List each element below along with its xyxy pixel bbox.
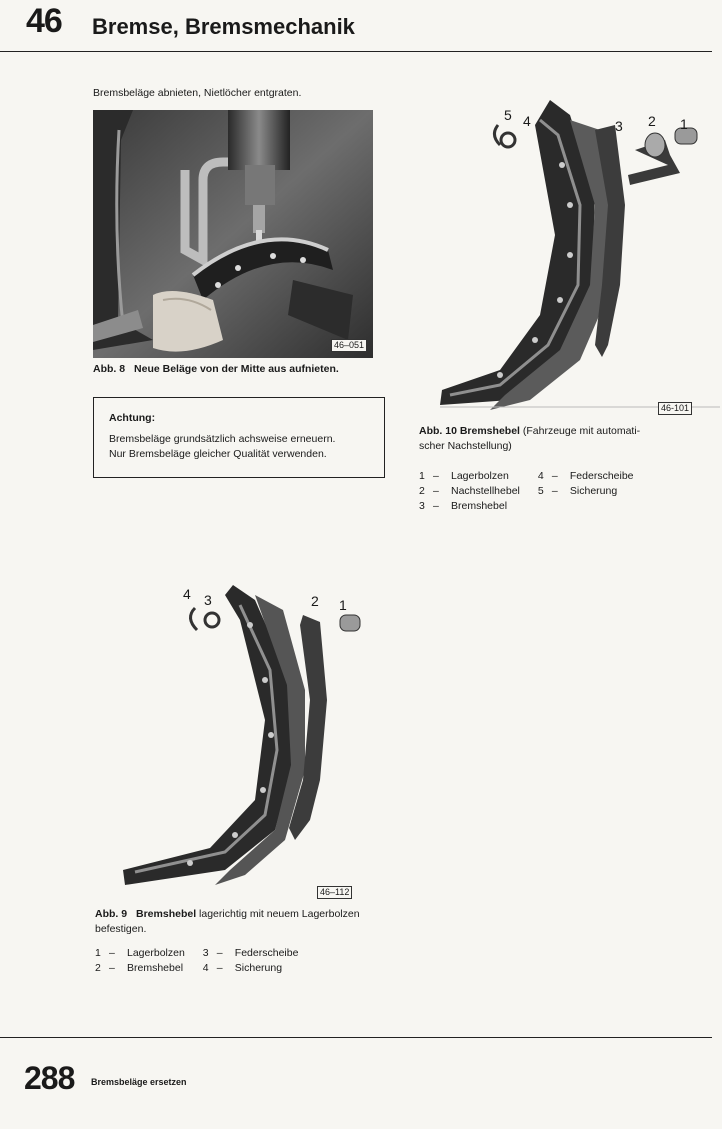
legend-dash: –	[551, 485, 558, 497]
legend-text: Lagerbolzen	[451, 470, 509, 482]
legend-number: 2	[419, 485, 425, 497]
fig10-reference: 46-101	[658, 402, 692, 415]
fig10-callout-5: 5	[504, 107, 512, 123]
warning-box	[93, 397, 385, 478]
footer-rule	[0, 1037, 712, 1038]
fig8-reference: 46–051	[331, 339, 367, 352]
fig9-caption-label: Abb. 9	[95, 908, 128, 920]
fig10-caption-label: Abb. 10 Bremshebel	[419, 425, 520, 437]
fig9-illustration	[115, 580, 365, 895]
legend-dash: –	[433, 470, 439, 482]
fig10-legend	[419, 469, 652, 514]
intro-text: Bremsbeläge abnieten, Nietlöcher entgraten.	[93, 87, 302, 99]
legend-text: Bremshebel	[127, 962, 184, 974]
legend-dash: –	[216, 962, 223, 974]
warning-line-1: Bremsbeläge grundsätzlich achsweise erneuern.	[109, 433, 336, 445]
page-title: Bremsbeläge ersetzen	[91, 1077, 187, 1087]
legend-dash: –	[433, 485, 439, 497]
fig10-caption	[419, 424, 704, 454]
riveting-machine-illustration	[93, 110, 373, 358]
fig9-caption-bold: Bremshebel	[136, 908, 197, 920]
legend-dash: –	[551, 470, 558, 482]
legend-text: Federscheibe	[234, 947, 299, 959]
legend-number: 3	[202, 947, 209, 959]
fig9-caption	[95, 907, 405, 937]
legend-number: 3	[419, 500, 425, 512]
brake-shoe-exploded-view	[430, 95, 720, 415]
legend-number: 4	[202, 962, 209, 974]
legend-dash: –	[109, 962, 115, 974]
legend-number: 1	[419, 470, 425, 482]
legend-number: 2	[95, 962, 101, 974]
fig9-callout-4: 4	[183, 586, 191, 602]
legend-number: 4	[537, 470, 544, 482]
legend-text: Federscheibe	[569, 470, 634, 482]
list-item	[419, 484, 652, 499]
fig9-callout-1: 1	[339, 597, 347, 613]
legend-text: Sicherung	[569, 485, 618, 497]
fig8-caption-text: Neue Beläge von der Mitte aus aufnieten.	[134, 363, 339, 375]
fig10-callout-1: 1	[680, 116, 688, 132]
legend-number: 5	[537, 485, 544, 497]
fig8-caption-label: Abb. 8	[93, 363, 126, 375]
list-item	[95, 961, 316, 976]
legend-dash: –	[433, 500, 439, 512]
list-item	[419, 499, 652, 514]
list-item	[95, 946, 316, 961]
page-number: 288	[24, 1060, 75, 1096]
fig9-callout-3: 3	[204, 592, 212, 608]
warning-title: Achtung:	[109, 412, 156, 424]
section-title: Bremse, Bremsmechanik	[92, 14, 355, 39]
fig9-callout-2: 2	[311, 593, 319, 609]
legend-text: Bremshebel	[451, 500, 508, 512]
fig8-caption	[93, 362, 339, 377]
fig10-callout-3: 3	[615, 118, 623, 134]
fig10-illustration	[430, 95, 720, 415]
fig9-reference: 46–112	[317, 886, 352, 899]
warning-line-2: Nur Bremsbeläge gleicher Qualität verwenden.	[109, 448, 327, 460]
list-item	[419, 469, 652, 484]
legend-text: Lagerbolzen	[127, 947, 185, 959]
fig10-callout-4: 4	[523, 113, 531, 129]
fig10-callout-2: 2	[648, 113, 656, 129]
legend-dash: –	[109, 947, 115, 959]
fig10-caption-text-2: scher Nachstellung)	[419, 440, 512, 452]
fig8-photo	[93, 110, 373, 358]
header-rule	[0, 51, 712, 52]
legend-number: 1	[95, 947, 101, 959]
legend-text: Nachstellhebel	[451, 485, 520, 497]
legend-text: Sicherung	[234, 962, 283, 974]
brake-shoe-with-lever	[115, 580, 365, 895]
fig9-caption-text-1: lagerichtig mit neuem Lagerbolzen	[199, 908, 360, 920]
fig10-caption-text-1: (Fahrzeuge mit automati-	[522, 425, 641, 437]
fig9-caption-text-2: befestigen.	[95, 923, 147, 935]
legend-dash: –	[216, 947, 223, 959]
fig9-legend	[95, 946, 316, 976]
section-number: 46	[26, 2, 62, 40]
